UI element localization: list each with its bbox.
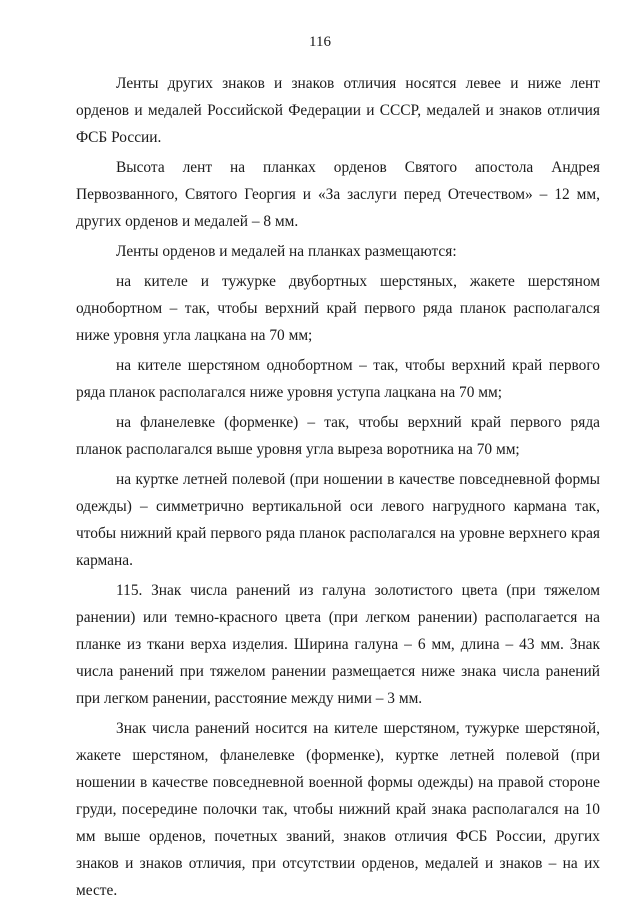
paragraph: 115. Знак числа ранений из галуна золотистого цвета (при тяжелом ранении) или темно-красного цвета (при легком ранении) располагается на планке из ткани верха изделия. Ширина галуна – 6 мм, длина – 43 мм. Знак числа ранений при тяжелом ранении размещается ниже знака числа ранений при легком ранении, расстояние между ними – 3 мм.: [76, 582, 600, 707]
paragraph: на кителе шерстяном однобортном – так, чтобы верхний край первого ряда планок располагался ниже уровня уступа лацкана на 70 мм;: [76, 357, 600, 401]
paragraph: на кителе и тужурке двубортных шерстяных, жакете шерстяном однобортном – так, чтобы верхний край первого ряда планок располагался ниже уровня угла лацкана на 70 мм;: [76, 273, 600, 344]
paragraph: на куртке летней полевой (при ношении в качестве повседневной формы одежды) – симметрично вертикальной оси левого нагрудного кармана так, чтобы нижний край первого ряда планок располагался на уровне верхнего края кармана.: [76, 471, 600, 569]
body-text: [76, 70, 600, 904]
paragraph: Ленты орденов и медалей на планках размещаются:: [116, 243, 457, 260]
paragraph: Знак числа ранений носится на кителе шерстяном, тужурке шерстяной, жакете шерстяном, фланелевке (форменке), куртке летней полевой (при ношении в качестве повседневной военной формы одежды) на правой стороне груди, посередине полочки так, чтобы нижний край знака располагался на 10 мм выше орденов, почетных званий, знаков отличия ФСБ России, других знаков и знаков отличия, при отсутствии орденов, медалей и знаков – на их месте.: [76, 720, 600, 899]
page-number: 116: [309, 34, 331, 50]
paragraph: Высота лент на планках орденов Святого апостола Андрея Первозванного, Святого Георгия и «За заслуги перед Отечеством» – 12 мм, других орденов и медалей – 8 мм.: [76, 159, 600, 230]
paragraph: Ленты других знаков и знаков отличия носятся левее и ниже лент орденов и медалей Российской Федерации и СССР, медалей и знаков отличия ФСБ России.: [76, 75, 600, 146]
paragraph: на фланелевке (форменке) – так, чтобы верхний край первого ряда планок располагался выше уровня угла выреза воротника на 70 мм;: [76, 414, 600, 458]
